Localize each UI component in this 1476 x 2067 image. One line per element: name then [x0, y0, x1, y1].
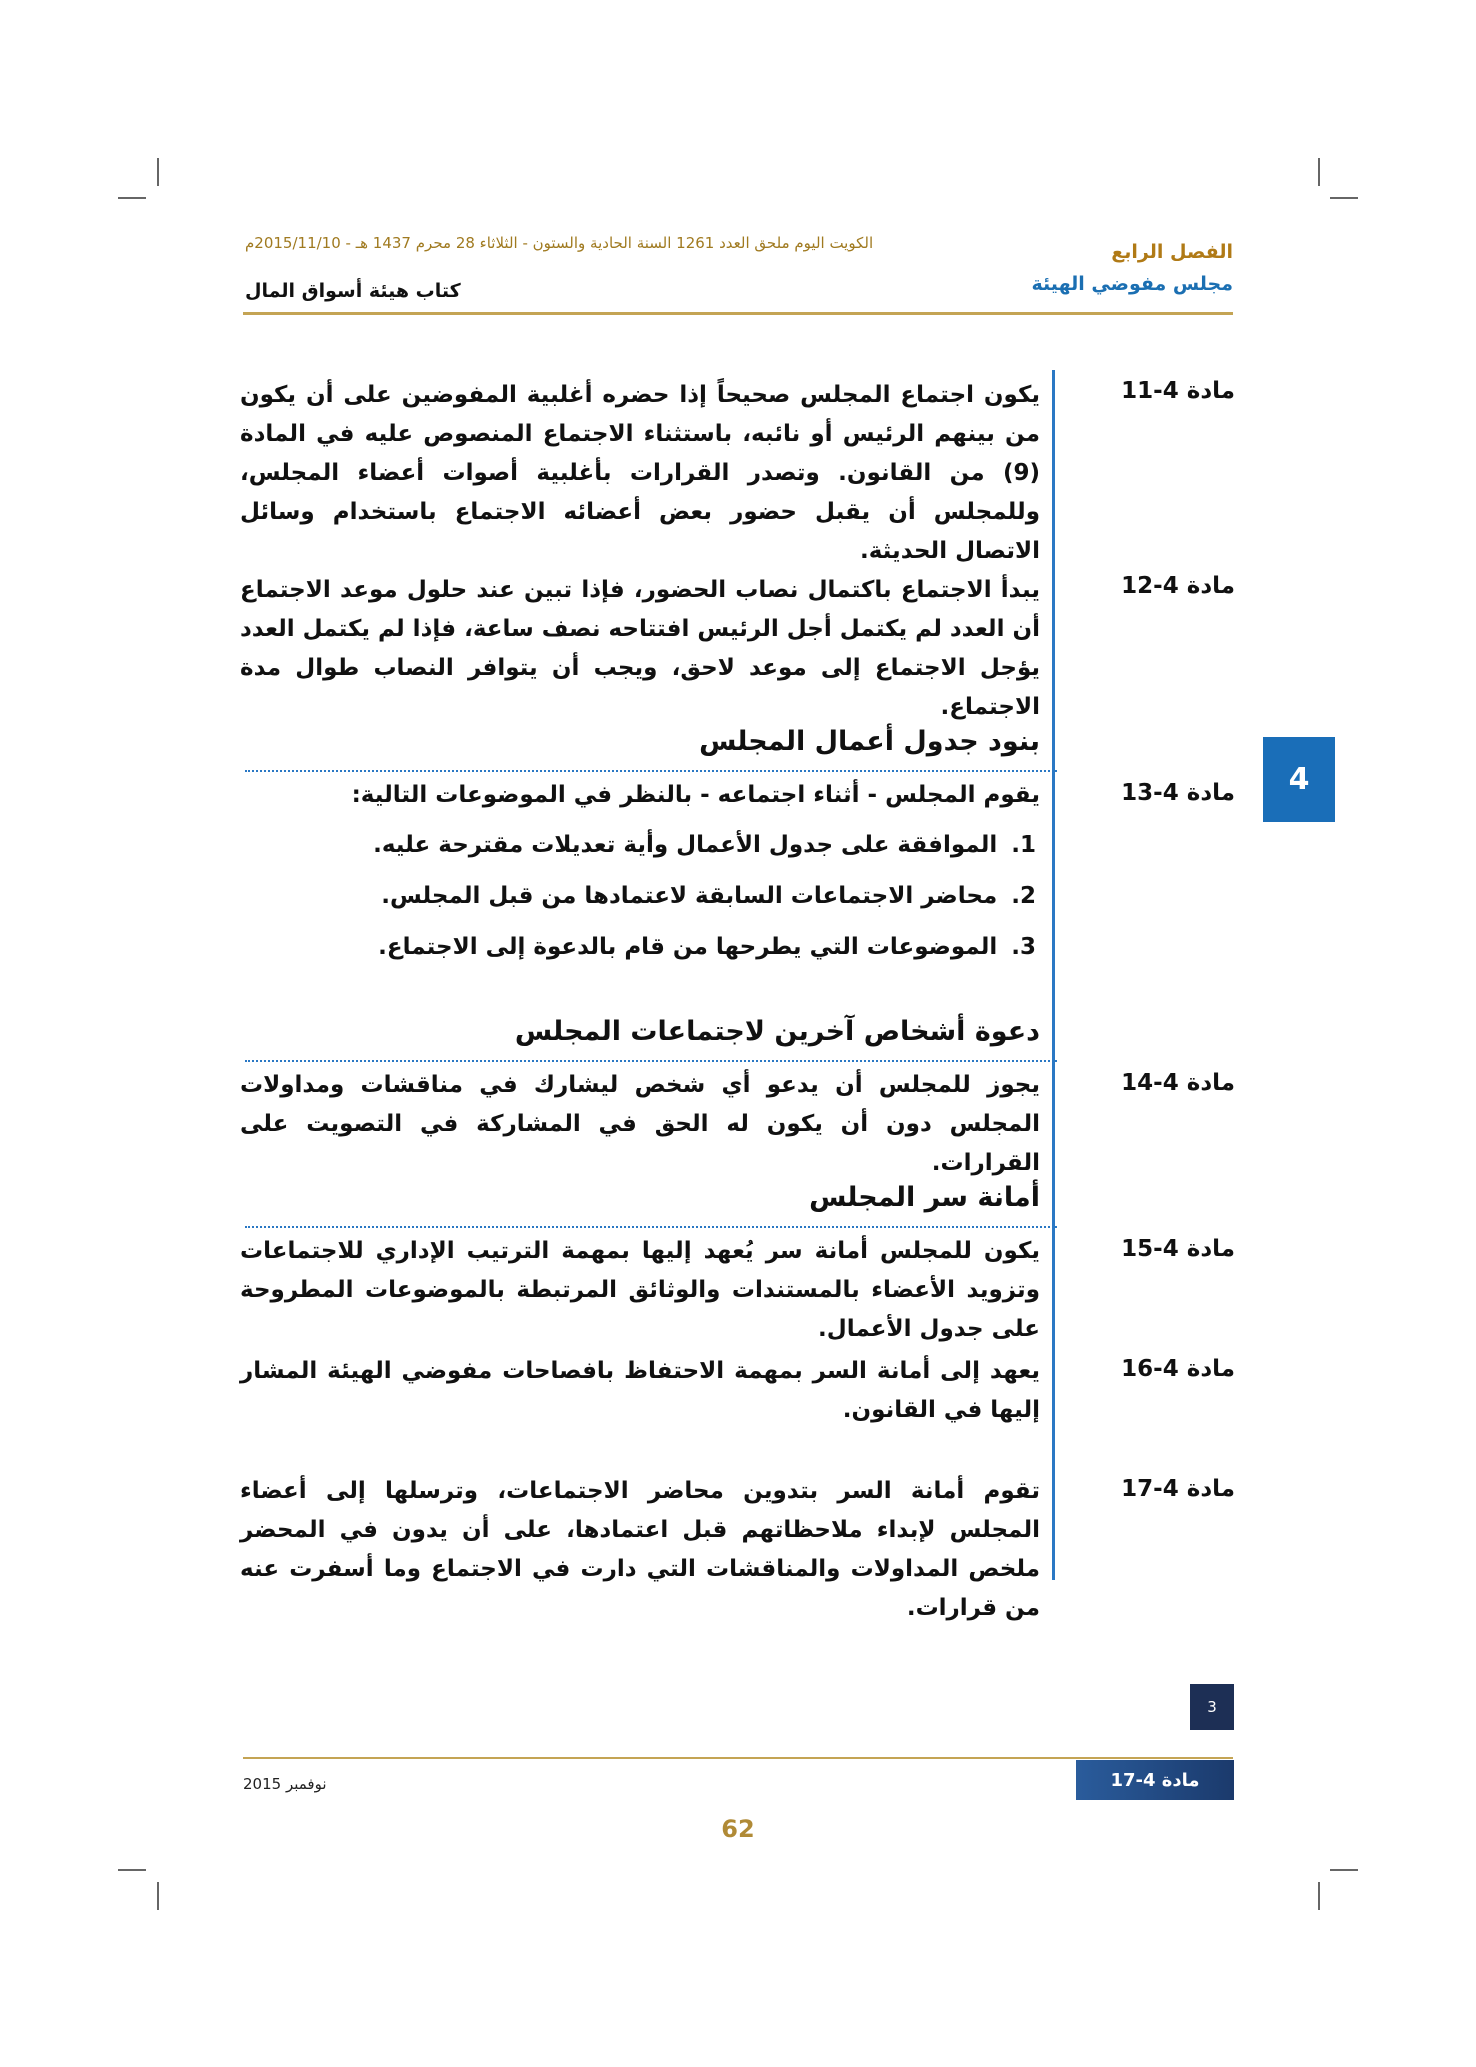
- section-divider: [245, 1226, 1057, 1228]
- footer-divider: [243, 1757, 1233, 1759]
- council-title: مجلس مفوضي الهيئة: [1031, 273, 1233, 295]
- list-number: 3.: [1011, 934, 1036, 960]
- crop-mark: [1330, 1869, 1358, 1871]
- article-text: يكون للمجلس أمانة سر يُعهد إليها بمهمة الترتيب الإداري للاجتماعات وتزويد الأعضاء بالمستندات والوثائق المرتبطة بالموضوعات المطروحة على جدول الأعمال.: [240, 1238, 1040, 1342]
- crop-mark: [118, 197, 146, 199]
- inner-page-badge: 3: [1190, 1684, 1234, 1730]
- article-label: مادة 4-14: [1121, 1070, 1235, 1096]
- crop-mark: [1330, 197, 1358, 199]
- article-text: يقوم المجلس - أثناء اجتماعه - بالنظر في الموضوعات التالية:: [351, 782, 1040, 808]
- article-label: مادة 4-16: [1121, 1356, 1235, 1382]
- article-text: يكون اجتماع المجلس صحيحاً إذا حضره أغلبية المفوضين على أن يكون من بينهم الرئيس أو نائبه، باستثناء الاجتماع المنصوص عليه في المادة (9) من القانون. وتصدر القرارات بأغلبية أصوات أعضاء المجلس، وللمجلس أن يقبل حضور بعض أعضائه الاجتماع باستخدام وسائل الاتصال الحديثة.: [240, 382, 1040, 564]
- book-title: كتاب هيئة أسواق المال: [245, 280, 461, 302]
- list-item: [240, 825, 1040, 865]
- article-text: تقوم أمانة السر بتدوين محاضر الاجتماعات، وترسلها إلى أعضاء المجلس لإبداء ملاحظاتهم قبل اعتمادها، على أن يدون في المحضر ملخص المداولات والمناقشات التي دارت في الاجتماع وما أسفرت عنه من قرارات.: [240, 1478, 1040, 1621]
- crop-mark: [1318, 1882, 1320, 1910]
- article-text: يبدأ الاجتماع باكتمال نصاب الحضور، فإذا تبين عند حلول موعد الاجتماع أن العدد لم يكتمل أجل الرئيس افتتاحه نصف ساعة، فإذا لم يكتمل العدد يؤجل الاجتماع إلى موعد لاحق، ويجب أن يتوافر النصاب طوال مدة الاجتماع.: [240, 577, 1040, 720]
- list-text: محاضر الاجتماعات السابقة لاعتمادها من قبل المجلس.: [381, 883, 998, 909]
- list-text: الموافقة على جدول الأعمال وأية تعديلات مقترحة عليه.: [373, 832, 998, 858]
- list-number: 1.: [1011, 832, 1036, 858]
- crop-mark: [1318, 158, 1320, 186]
- main-content: [240, 370, 1235, 1621]
- list-item: [240, 876, 1040, 916]
- content-rule: [1052, 370, 1055, 1580]
- page-number: 62: [721, 1815, 755, 1843]
- chapter-tab: 4: [1263, 737, 1335, 822]
- header-divider: [243, 312, 1233, 315]
- article-label: مادة 4-15: [1121, 1236, 1235, 1262]
- article-text: يجوز للمجلس أن يدعو أي شخص ليشارك في مناقشات ومداولات المجلس دون أن يكون له الحق في المشاركة في التصويت على القرارات.: [240, 1072, 1040, 1176]
- crop-mark: [118, 1869, 146, 1871]
- crop-mark: [157, 158, 159, 186]
- article-text: يعهد إلى أمانة السر بمهمة الاحتفاظ بافصاحات مفوضي الهيئة المشار إليها في القانون.: [240, 1358, 1040, 1423]
- article-label: مادة 4-13: [1121, 780, 1235, 806]
- footer-article-bar: مادة 4-17: [1076, 1760, 1234, 1800]
- list-number: 2.: [1011, 883, 1036, 909]
- article-label: مادة 4-17: [1121, 1476, 1235, 1502]
- chapter-title: الفصل الرابع: [1111, 241, 1233, 263]
- header-meta: الكويت اليوم ملحق العدد 1261 السنة الحادية والستون - الثلاثاء 28 محرم 1437 هـ - 2015/11/10م: [245, 234, 874, 252]
- article-label: مادة 4-11: [1121, 378, 1235, 404]
- article-label: مادة 4-12: [1121, 573, 1235, 599]
- section-divider: [245, 770, 1057, 772]
- article-text-block: [240, 776, 1040, 978]
- section-divider: [245, 1060, 1057, 1062]
- list-text: الموضوعات التي يطرحها من قام بالدعوة إلى الاجتماع.: [378, 934, 998, 960]
- list-item: [240, 927, 1040, 967]
- section-title: أمانة سر المجلس: [809, 1182, 1040, 1213]
- footer-date: نوفمبر 2015: [243, 1775, 327, 1793]
- section-title: دعوة أشخاص آخرين لاجتماعات المجلس: [514, 1016, 1040, 1047]
- section-title: بنود جدول أعمال المجلس: [699, 726, 1040, 757]
- crop-mark: [157, 1882, 159, 1910]
